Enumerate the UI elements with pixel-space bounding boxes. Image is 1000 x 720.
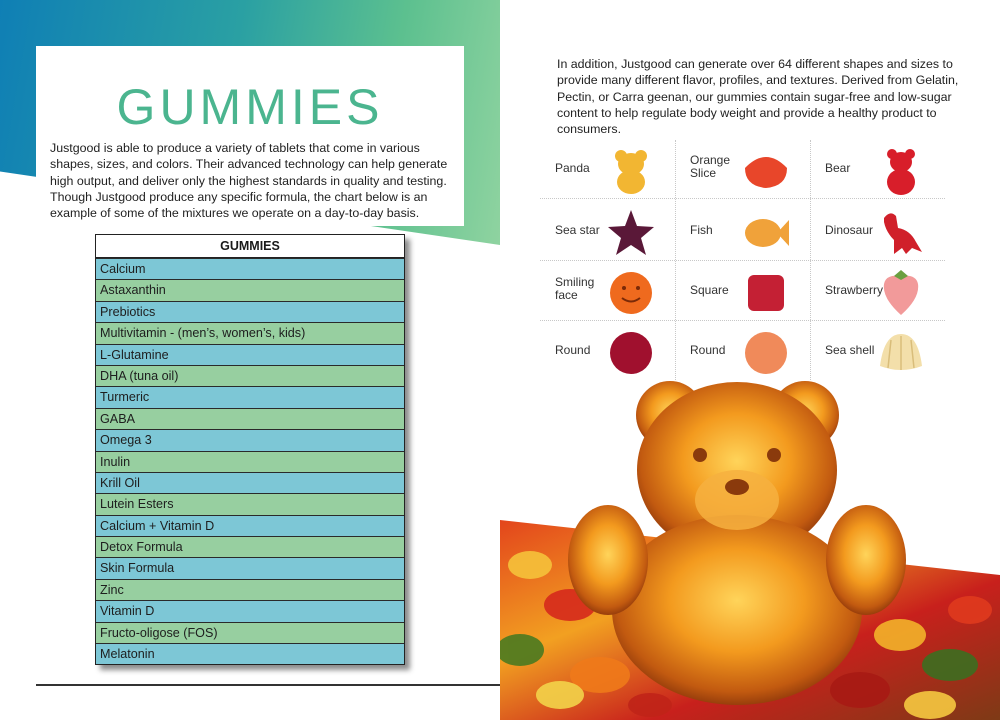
shape-label: Sea shell [825, 343, 875, 357]
shape-label: Strawberry [825, 283, 884, 297]
shape-label: Bear [825, 161, 851, 175]
round-gummy-icon [606, 328, 656, 382]
table-row: Skin Formula [96, 557, 404, 578]
shape-cell [675, 140, 810, 202]
table-row: Turmeric [96, 386, 404, 407]
shape-grid [540, 140, 945, 390]
table-row: Multivitamin - (men’s, women’s, kids) [96, 322, 404, 343]
table-row: Melatonin [96, 643, 404, 664]
fish-gummy-icon [741, 208, 791, 262]
table-row: Detox Formula [96, 536, 404, 557]
shape-label: Sea star [555, 223, 600, 237]
shape-cell [675, 202, 810, 264]
dinosaur-gummy-icon [876, 208, 926, 262]
shape-label: Orange Slice [690, 153, 731, 180]
table-row: Astaxanthin [96, 279, 404, 300]
table-row: Zinc [96, 579, 404, 600]
table-row: Krill Oil [96, 472, 404, 493]
table-row: Inulin [96, 451, 404, 472]
page-title: GUMMIES [116, 79, 384, 135]
square-gummy-icon [741, 268, 791, 322]
shape-cell [810, 140, 945, 202]
round-gummy-icon [741, 328, 791, 382]
shape-label: Square [690, 283, 729, 297]
table-row: Vitamin D [96, 600, 404, 621]
panda-gummy-icon [606, 146, 656, 200]
table-row: Prebiotics [96, 301, 404, 322]
sea-shell-gummy-icon [876, 328, 926, 382]
shape-cell [675, 262, 810, 324]
shape-label: Round [690, 343, 726, 357]
smiling-face-gummy-icon [606, 268, 656, 322]
shape-cell [540, 202, 675, 264]
shape-label: Smiling face [555, 275, 595, 302]
table-row: DHA (tuna oil) [96, 365, 404, 386]
shape-label: Fish [690, 223, 713, 237]
gummies-table [95, 234, 405, 665]
table-row: Lutein Esters [96, 493, 404, 514]
shape-cell [810, 262, 945, 324]
left-intro-text: Justgood is able to produce a variety of tablets that come in various shapes, sizes, and colors. Their advanced technology can help generate high output, and deliver only the highest standards in quality and testing. Though Justgood produce any specific formula, the chart below is an example of some of the mixtures we operate on a day-to-day basis. [50, 141, 448, 221]
shape-label: Round [555, 343, 591, 357]
sea-star-gummy-icon [606, 208, 656, 262]
table-row: Calcium [96, 258, 404, 279]
gummy-bear-photo [500, 375, 1000, 720]
orange-slice-gummy-icon [741, 146, 791, 200]
bear-gummy-icon [876, 146, 926, 200]
table-body [96, 258, 404, 664]
shape-cell [540, 140, 675, 202]
shape-label: Dinosaur [825, 223, 874, 237]
table-row: Calcium + Vitamin D [96, 515, 404, 536]
strawberry-gummy-icon [876, 268, 926, 322]
table-row: Omega 3 [96, 429, 404, 450]
shape-cell [540, 262, 675, 324]
right-intro-text: In addition, Justgood can generate over 64 different shapes and sizes to provide many different flavor, profiles, and textures. Derived from Gelatin, Pectin, or Carra geenan, our gummies contain sugar-free and low-sugar content to help regulate body weight and provide a healthy product to consumers. [557, 57, 959, 137]
table-row: GABA [96, 408, 404, 429]
shape-label: Panda [555, 161, 590, 175]
table-row: L-Glutamine [96, 344, 404, 365]
table-header: GUMMIES [96, 235, 404, 258]
table-row: Fructo-oligose (FOS) [96, 622, 404, 643]
shape-cell [810, 202, 945, 264]
